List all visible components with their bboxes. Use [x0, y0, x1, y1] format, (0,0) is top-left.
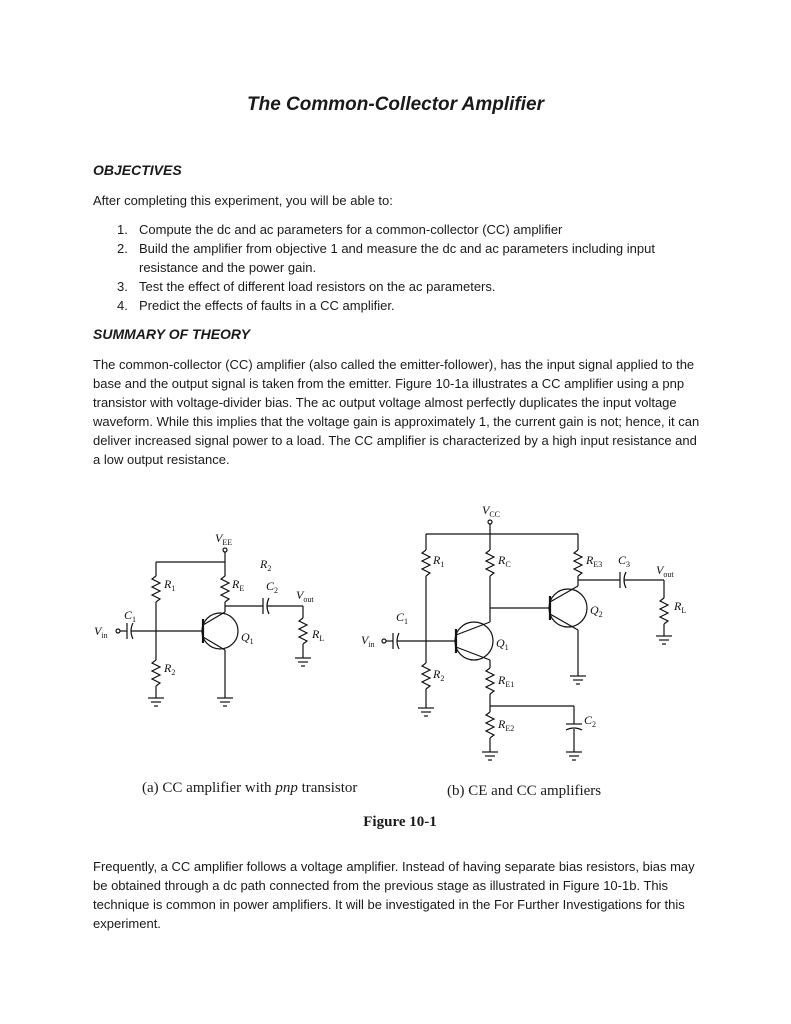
label-vin: $V_{in}$: [361, 633, 375, 649]
labels-a: [94, 531, 324, 677]
label-r2: $R_2$: [433, 667, 445, 683]
label-rl: $R_L$: [312, 627, 325, 643]
labels-b: [361, 503, 686, 733]
circuit-b: [382, 520, 672, 760]
list-item: 4. Predict the effects of faults in a CC amplifier.: [117, 298, 395, 313]
list-item-text: Build the amplifier from objective 1 and measure the dc and ac parameters including input resistance and the power gain.: [139, 241, 655, 275]
list-item: 3. Test the effect of different load resistors on the ac parameters.: [117, 279, 496, 294]
label-vout: $V_{out}$: [296, 588, 314, 604]
circuit-diagrams: [90, 498, 710, 798]
label-q1: $Q_1$: [496, 636, 509, 652]
caption-b: (b) CE and CC amplifiers: [447, 783, 602, 799]
label-q2: $Q_2$: [590, 603, 603, 619]
circuit-a: [116, 548, 311, 706]
label-c2: $C_2$: [266, 579, 279, 595]
label-rl: $R_L$: [674, 599, 687, 615]
figure-10-1: [90, 498, 710, 843]
page-title: The Common-Collector Amplifier: [247, 94, 544, 115]
label-vin: $V_{in}$: [94, 624, 108, 640]
label-re2: $R_{E2}$: [498, 717, 515, 733]
theory-heading: SUMMARY OF THEORY: [93, 326, 251, 342]
list-item: 2. Build the amplifier from objective 1 and measure the dc and ac parameters including input resistance and the power gain.: [117, 241, 655, 275]
label-re: $R_E$: [232, 577, 245, 593]
label-c1: $C_1$: [124, 608, 137, 624]
label-r1: $R_1$: [164, 577, 176, 593]
theory-paragraph: The common-collector (CC) amplifier (also called the emitter-follower), has the input signal applied to the base and the output signal is taken from the emitter. Figure 10-1a illustrates a CC amplifier using a pnp transistor with voltage-divider bias. The ac output voltage almost perfectly duplicates the input voltage waveform. While this implies that the voltage gain is approximately 1, the current gain is not; hence, it can deliver increased signal power to a load. The CC amplifier is characterized by a high input resistance and a low output resistance.: [93, 357, 700, 467]
label-c3: $C_3$: [618, 553, 631, 569]
caption-a: (a) CC amplifier with pnp transistor: [142, 780, 358, 796]
label-vout: $V_{out}$: [656, 563, 674, 579]
label-r1: $R_1$: [433, 553, 445, 569]
label-re3: $R_{E3}$: [586, 553, 603, 569]
label-re1: $R_{E1}$: [498, 673, 515, 689]
label-vcc: $V_{CC}$: [482, 503, 501, 519]
label-q1: $Q_1$: [241, 630, 254, 646]
objectives-list: [93, 220, 703, 315]
list-item-text: Predict the effects of faults in a CC amplifier.: [139, 298, 395, 313]
label-c1: $C_1$: [396, 610, 409, 626]
label-r2-top: $R_2$: [260, 557, 272, 573]
label-vee: $V_{EE}$: [215, 531, 233, 547]
objectives-intro: After completing this experiment, you will be able to:: [93, 193, 393, 208]
label-c2: $C_2$: [584, 713, 597, 729]
figure-title: Figure 10-1: [363, 814, 437, 830]
label-rc: $R_C$: [498, 553, 511, 569]
list-item-text: Compute the dc and ac parameters for a common-collector (CC) amplifier: [139, 222, 563, 237]
objectives-heading: OBJECTIVES: [93, 162, 182, 178]
closing-paragraph: Frequently, a CC amplifier follows a voltage amplifier. Instead of having separate bias resistors, bias may be obtained through a dc path connected from the previous stage as illustrated in Figure 10-1b. This technique is common in power amplifiers. It will be investigated in the For Further Investigations for this experiment.: [93, 859, 695, 931]
label-r2-bottom: $R_2$: [164, 661, 176, 677]
list-item-text: Test the effect of different load resistors on the ac parameters.: [139, 279, 496, 294]
list-item: 1. Compute the dc and ac parameters for a common-collector (CC) amplifier: [117, 222, 563, 237]
